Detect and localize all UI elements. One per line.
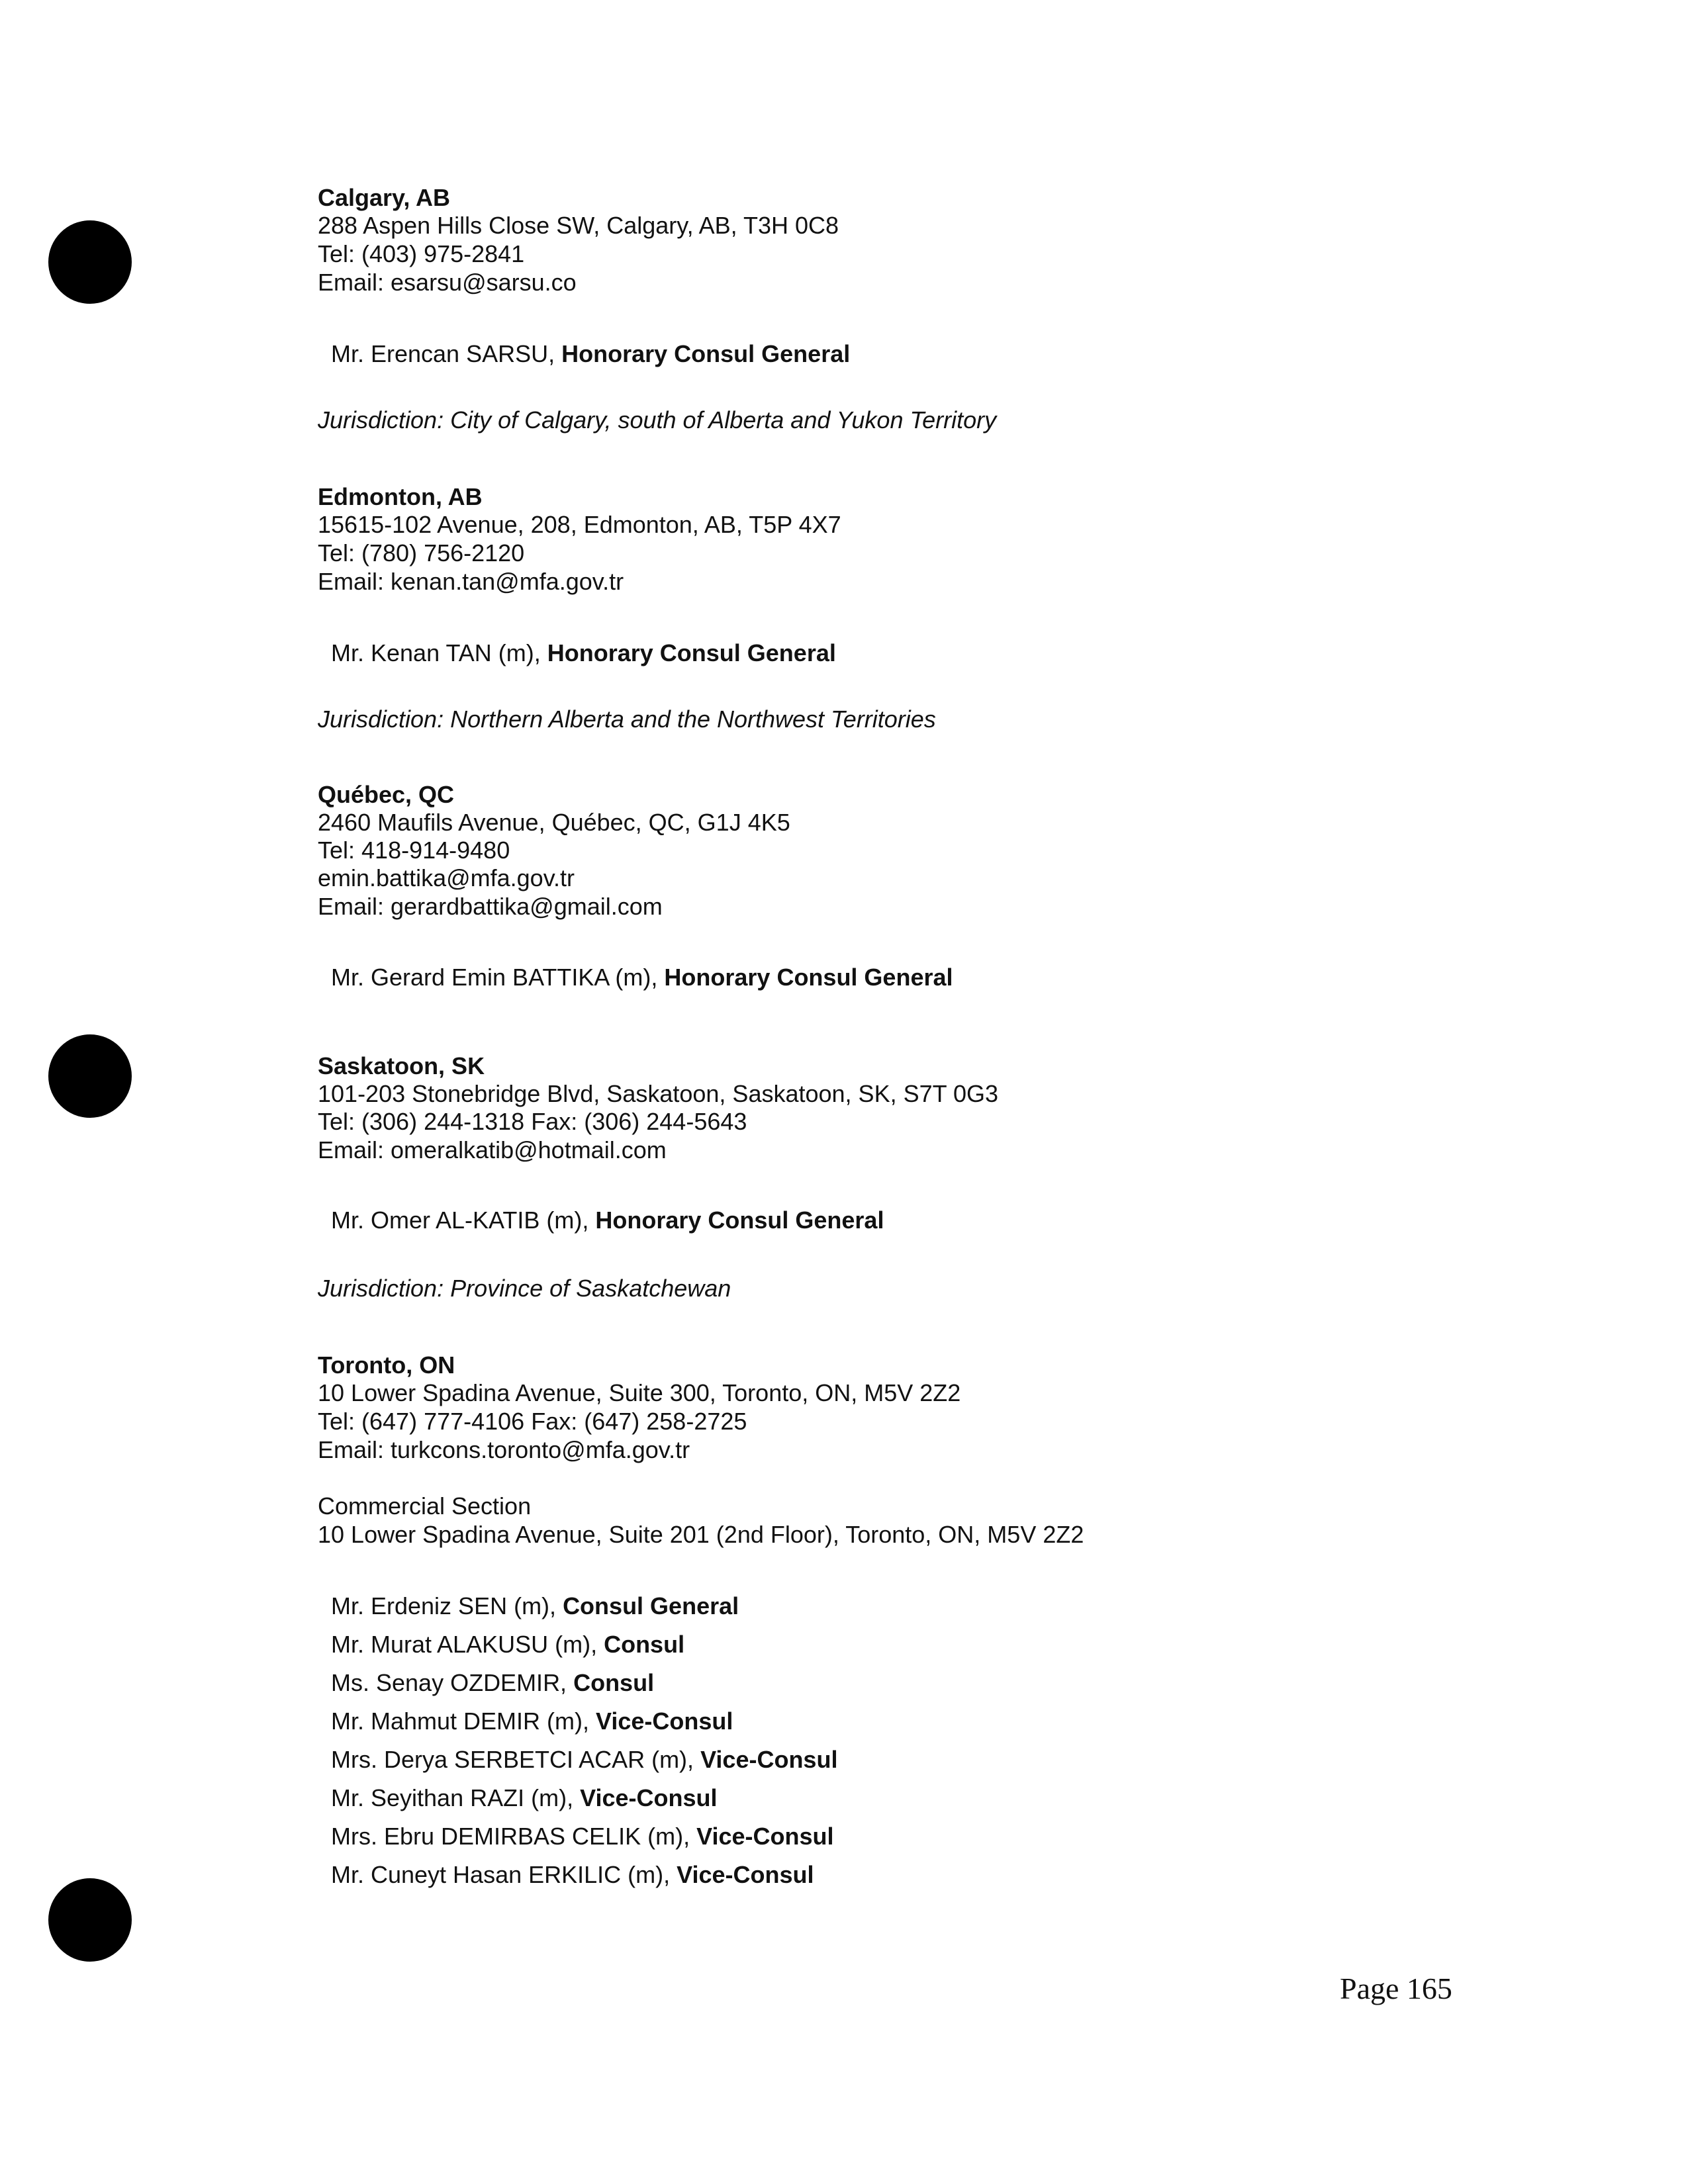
person-name: Mr. Erencan SARSU, xyxy=(331,340,562,367)
person-title: Honorary Consul General xyxy=(561,340,851,367)
telephone: Tel: (306) 244-1318 Fax: (306) 244-5643 xyxy=(318,1108,747,1135)
punch-hole-bottom xyxy=(48,1878,132,1962)
email: Email: turkcons.toronto@mfa.gov.tr xyxy=(318,1436,690,1463)
person-title: Vice-Consul xyxy=(596,1707,733,1735)
person-title: Vice-Consul xyxy=(677,1861,814,1888)
person-name: Mr. Murat ALAKUSU (m), xyxy=(331,1631,604,1658)
email: Email: gerardbattika@gmail.com xyxy=(318,893,663,920)
jurisdiction: Jurisdiction: Northern Alberta and the Northwest Territories xyxy=(318,705,936,733)
page-number: Page 165 xyxy=(1340,1972,1452,2005)
person-title: Consul General xyxy=(563,1592,739,1619)
city-heading: Saskatoon, SK xyxy=(318,1052,485,1079)
address: 288 Aspen Hills Close SW, Calgary, AB, T3H 0C8 xyxy=(318,212,839,239)
email-alt: emin.battika@mfa.gov.tr xyxy=(318,864,575,891)
person-title: Honorary Consul General xyxy=(547,639,836,666)
person-name: Mr. Cuneyt Hasan ERKILIC (m), xyxy=(331,1861,677,1888)
jurisdiction: Jurisdiction: City of Calgary, south of Alberta and Yukon Territory xyxy=(318,406,997,433)
person-entry xyxy=(331,964,953,991)
list-item xyxy=(331,1707,733,1735)
person-title: Vice-Consul xyxy=(700,1746,838,1773)
telephone: Tel: (780) 756-2120 xyxy=(318,539,525,567)
city-heading: Québec, QC xyxy=(318,781,455,808)
list-item xyxy=(331,1631,684,1659)
email: Email: kenan.tan@mfa.gov.tr xyxy=(318,568,624,595)
person-title: Consul xyxy=(604,1631,685,1658)
list-item xyxy=(331,1784,717,1812)
person-name: Mrs. Ebru DEMIRBAS CELIK (m), xyxy=(331,1823,697,1850)
address: 101-203 Stonebridge Blvd, Saskatoon, Saskatoon, SK, S7T 0G3 xyxy=(318,1080,999,1107)
address: 10 Lower Spadina Avenue, Suite 300, Toronto, ON, M5V 2Z2 xyxy=(318,1379,961,1406)
person-name: Mr. Omer AL-KATIB (m), xyxy=(331,1206,596,1234)
person-title: Consul xyxy=(573,1669,655,1696)
list-item xyxy=(331,1861,814,1889)
list-item xyxy=(331,1669,654,1697)
person-title: Vice-Consul xyxy=(580,1784,718,1811)
commercial-section-address: 10 Lower Spadina Avenue, Suite 201 (2nd Floor), Toronto, ON, M5V 2Z2 xyxy=(318,1521,1084,1548)
person-name: Mr. Erdeniz SEN (m), xyxy=(331,1592,563,1619)
address: 2460 Maufils Avenue, Québec, QC, G1J 4K5 xyxy=(318,809,790,836)
email: Email: omeralkatib@hotmail.com xyxy=(318,1136,667,1163)
person-name: Mr. Kenan TAN (m), xyxy=(331,639,547,666)
list-item xyxy=(331,1823,833,1850)
person-entry xyxy=(331,1206,884,1234)
jurisdiction: Jurisdiction: Province of Saskatchewan xyxy=(318,1275,731,1302)
city-heading: Calgary, AB xyxy=(318,184,451,211)
city-heading: Edmonton, AB xyxy=(318,483,483,510)
person-name: Mrs. Derya SERBETCI ACAR (m), xyxy=(331,1746,701,1773)
list-item xyxy=(331,1592,739,1620)
telephone: Tel: (647) 777-4106 Fax: (647) 258-2725 xyxy=(318,1408,747,1435)
person-name: Mr. Mahmut DEMIR (m), xyxy=(331,1707,596,1735)
punch-hole-middle xyxy=(48,1034,132,1118)
person-name: Mr. Seyithan RAZI (m), xyxy=(331,1784,581,1811)
person-name: Ms. Senay OZDEMIR, xyxy=(331,1669,574,1696)
person-title: Vice-Consul xyxy=(696,1823,834,1850)
telephone: Tel: 418-914-9480 xyxy=(318,837,510,864)
email: Email: esarsu@sarsu.co xyxy=(318,269,577,296)
commercial-section-label: Commercial Section xyxy=(318,1492,532,1520)
list-item xyxy=(331,1746,837,1774)
person-title: Honorary Consul General xyxy=(664,964,953,991)
person-entry xyxy=(331,340,850,368)
punch-hole-top xyxy=(48,220,132,304)
city-heading: Toronto, ON xyxy=(318,1351,455,1379)
address: 15615-102 Avenue, 208, Edmonton, AB, T5P 4X7 xyxy=(318,511,841,538)
person-entry xyxy=(331,639,836,667)
person-title: Honorary Consul General xyxy=(595,1206,884,1234)
telephone: Tel: (403) 975-2841 xyxy=(318,240,525,267)
person-name: Mr. Gerard Emin BATTIKA (m), xyxy=(331,964,665,991)
